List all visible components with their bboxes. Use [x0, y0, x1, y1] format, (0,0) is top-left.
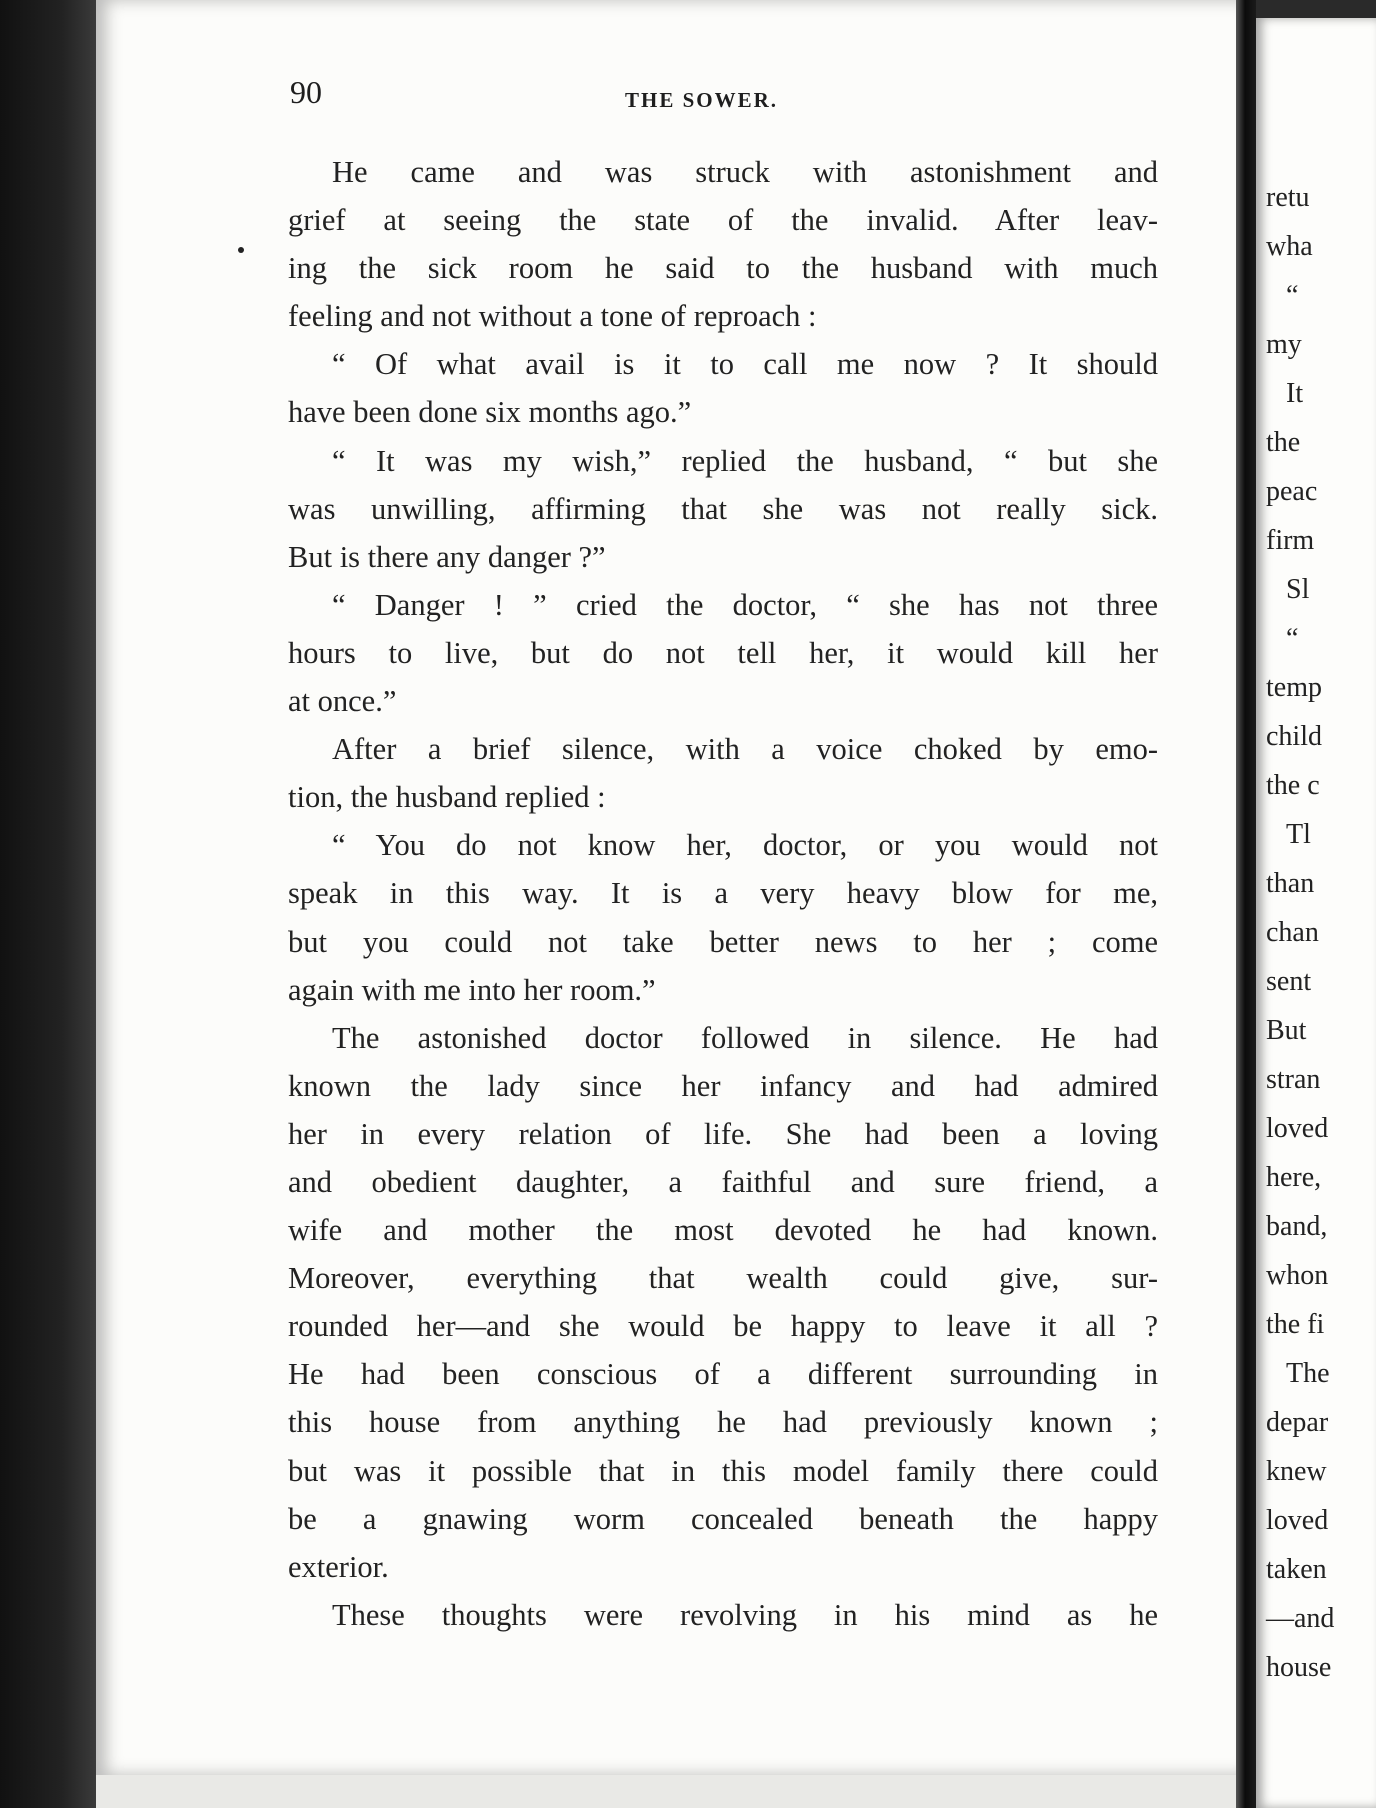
facing-page-text — [1256, 173, 1376, 1692]
facing-page — [1256, 18, 1376, 1808]
text-line: ing the sick room he said to the husband with much — [288, 251, 1158, 286]
text-line: “ It was my wish,” replied the husband, “ but she — [332, 443, 1158, 478]
facing-line: taken — [1266, 1554, 1327, 1585]
text-line: grief at seeing the state of the invalid. After leav- — [288, 203, 1158, 238]
running-head: THE SOWER. — [625, 88, 779, 112]
text-line: was unwilling, affirming that she was not really sick. — [288, 491, 1158, 526]
page-header — [290, 74, 1170, 124]
text-line: and obedient daughter, a faithful and sure friend, a — [288, 1164, 1158, 1199]
facing-line: here, — [1266, 1162, 1322, 1193]
facing-line: band, — [1266, 1211, 1328, 1242]
text-line: He had been conscious of a different surrounding in — [288, 1357, 1158, 1392]
text-line: He came and was struck with astonishment and — [332, 155, 1158, 189]
text-line: The astonished doctor followed in silence. He had — [332, 1020, 1158, 1055]
text-line: this house from anything he had previously known ; — [288, 1405, 1158, 1440]
text-line: These thoughts were revolving in his mind as he — [332, 1597, 1158, 1632]
text-line: tion, the husband replied : — [288, 780, 606, 815]
facing-line: the — [1266, 427, 1301, 458]
facing-line: But — [1266, 1015, 1307, 1046]
facing-line: depar — [1266, 1407, 1329, 1438]
text-line: Moreover, everything that wealth could give, sur- — [288, 1261, 1158, 1296]
text-line: exterior. — [288, 1549, 389, 1584]
facing-line: retu — [1266, 182, 1310, 213]
facing-line: loved — [1266, 1505, 1329, 1536]
text-line: but you could not take better news to her ; come — [288, 924, 1158, 959]
book-gutter — [1236, 0, 1256, 1808]
page-number: 90 — [290, 74, 322, 110]
facing-line: child — [1266, 721, 1322, 752]
text-line: “ Danger ! ” cried the doctor, “ she has not three — [332, 587, 1158, 622]
text-line: hours to live, but do not tell her, it would kill her — [288, 635, 1158, 670]
text-line: “ You do not know her, doctor, or you would not — [332, 828, 1158, 863]
facing-line: my — [1266, 329, 1302, 360]
facing-line: firm — [1266, 525, 1315, 556]
facing-line: knew — [1266, 1456, 1327, 1487]
facing-line: house — [1266, 1652, 1332, 1683]
text-line: After a brief silence, with a voice choked by emo- — [332, 732, 1158, 767]
text-line: but was it possible that in this model family there could — [288, 1453, 1158, 1488]
text-line: speak in this way. It is a very heavy blow for me, — [288, 876, 1158, 911]
facing-line: “ — [1286, 623, 1299, 654]
ink-speck — [238, 247, 244, 253]
text-line: at once.” — [288, 684, 397, 719]
facing-line: than — [1266, 868, 1315, 899]
facing-line: It — [1286, 378, 1304, 409]
facing-line: peac — [1266, 476, 1318, 507]
page-bottom-edge — [96, 1775, 1241, 1808]
text-line: her in every relation of life. She had been a loving — [288, 1116, 1158, 1151]
text-line: again with me into her room.” — [288, 972, 656, 1007]
facing-line: whon — [1266, 1260, 1329, 1291]
facing-line: Tl — [1286, 819, 1311, 850]
facing-line: wha — [1266, 231, 1313, 262]
facing-line: temp — [1266, 672, 1322, 703]
facing-line: loved — [1266, 1113, 1329, 1144]
text-line: But is there any danger ?” — [288, 539, 606, 574]
facing-line: stran — [1266, 1064, 1321, 1095]
facing-line: “ — [1286, 280, 1299, 311]
facing-line: chan — [1266, 917, 1319, 948]
text-line: feeling and not without a tone of reproach : — [288, 299, 817, 334]
facing-line: sent — [1266, 966, 1312, 997]
facing-line: —and — [1266, 1603, 1335, 1634]
text-line: wife and mother the most devoted he had known. — [288, 1213, 1158, 1248]
text-line: be a gnawing worm concealed beneath the happy — [288, 1501, 1158, 1536]
text-line: known the lady since her infancy and had admired — [288, 1068, 1158, 1103]
body-text — [288, 148, 1158, 1639]
text-line: rounded her—and she would be happy to leave it all ? — [288, 1309, 1158, 1344]
facing-line: The — [1286, 1358, 1330, 1389]
facing-line: the c — [1266, 770, 1320, 801]
facing-line: the fi — [1266, 1309, 1325, 1340]
text-line: have been done six months ago.” — [288, 395, 692, 430]
facing-line: Sl — [1286, 574, 1310, 605]
text-line: “ Of what avail is it to call me now ? It should — [332, 347, 1158, 382]
